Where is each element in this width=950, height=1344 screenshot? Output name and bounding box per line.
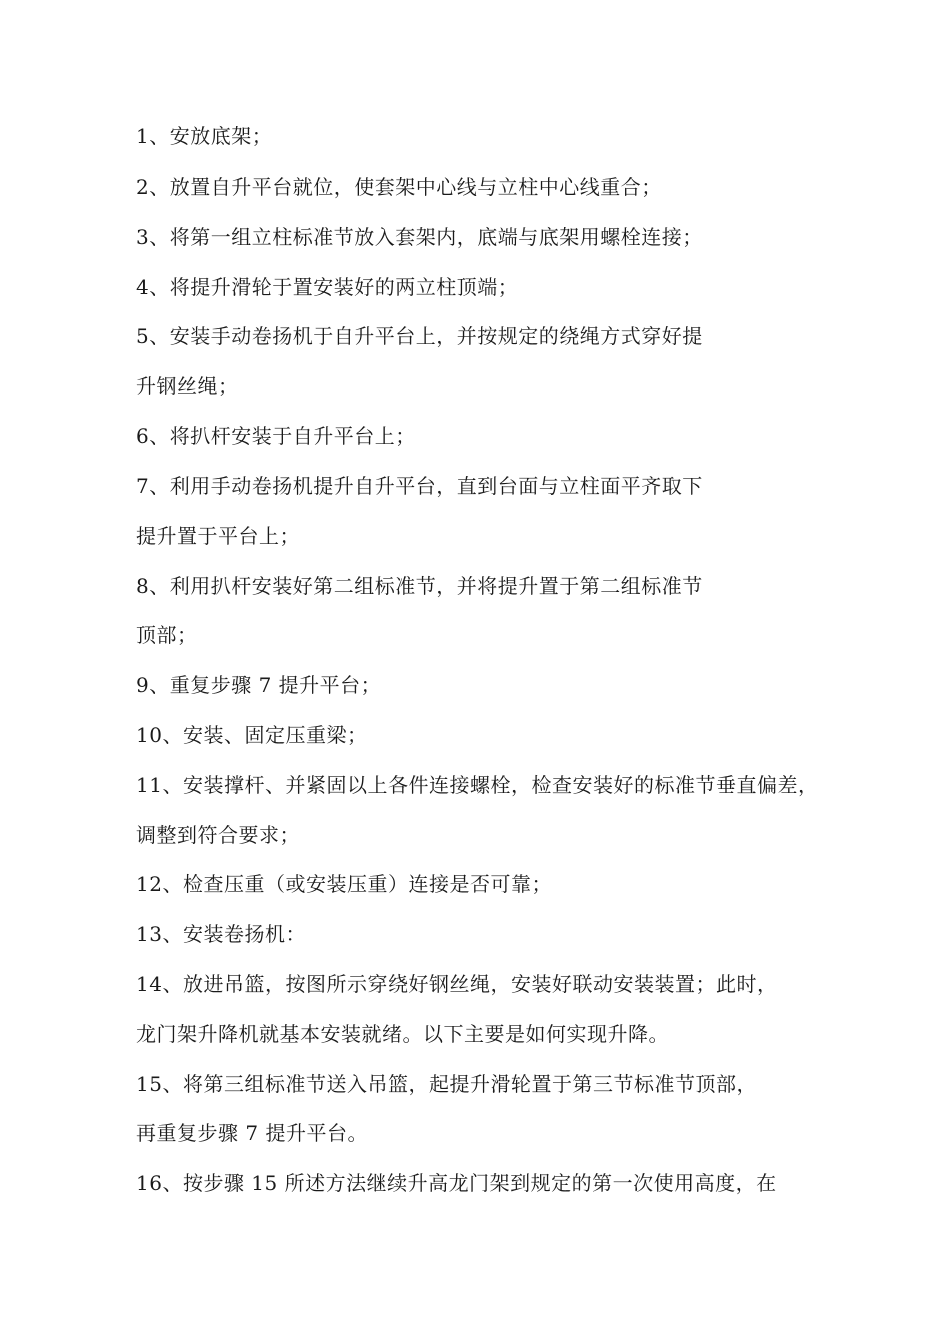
- text-line-step-4: 4、将提升滑轮于置安装好的两立柱顶端；: [136, 275, 519, 299]
- text-line-step-15: 15、将第三组标准节送入吊篮，起提升滑轮置于第三节标准节顶部，: [136, 1072, 757, 1096]
- text-line-step-12: 12、检查压重（或安装压重）连接是否可靠；: [136, 872, 552, 896]
- text-line-step-10: 10、安装、固定压重梁；: [136, 723, 368, 747]
- text-line-step-15-cont: 再重复步骤 7 提升平台。: [136, 1121, 368, 1145]
- text-line-step-8-cont: 顶部；: [136, 623, 198, 647]
- text-line-step-5: 5、安装手动卷扬机于自升平台上，并按规定的绕绳方式穿好提: [136, 324, 703, 348]
- text-line-step-11: 11、安装撑杆、并紧固以上各件连接螺栓，检查安装好的标准节垂直偏差，: [136, 773, 819, 797]
- text-line-step-3: 3、将第一组立柱标准节放入套架内，底端与底架用螺栓连接；: [136, 225, 703, 249]
- text-line-step-2: 2、放置自升平台就位，使套架中心线与立柱中心线重合；: [136, 175, 662, 199]
- text-line-step-14: 14、放进吊篮，按图所示穿绕好钢丝绳，安装好联动安装装置；此时，: [136, 972, 778, 996]
- text-line-step-5-cont: 升钢丝绳；: [136, 374, 239, 398]
- text-line-step-14-cont: 龙门架升降机就基本安装就绪。以下主要是如何实现升降。: [136, 1022, 669, 1046]
- text-line-step-13: 13、安装卷扬机：: [136, 922, 306, 946]
- text-line-step-7: 7、利用手动卷扬机提升自升平台，直到台面与立柱面平齐取下: [136, 474, 703, 498]
- text-line-step-6: 6、将扒杆安装于自升平台上；: [136, 424, 416, 448]
- text-line-step-8: 8、利用扒杆安装好第二组标准节，并将提升置于第二组标准节: [136, 574, 703, 598]
- text-line-step-9: 9、重复步骤 7 提升平台；: [136, 673, 382, 697]
- text-line-step-11-cont: 调整到符合要求；: [136, 823, 300, 847]
- text-line-step-1: 1、安放底架；: [136, 124, 273, 148]
- text-line-step-16: 16、按步骤 15 所述方法继续升高龙门架到规定的第一次使用高度，在: [136, 1171, 777, 1195]
- text-line-step-7-cont: 提升置于平台上；: [136, 524, 300, 548]
